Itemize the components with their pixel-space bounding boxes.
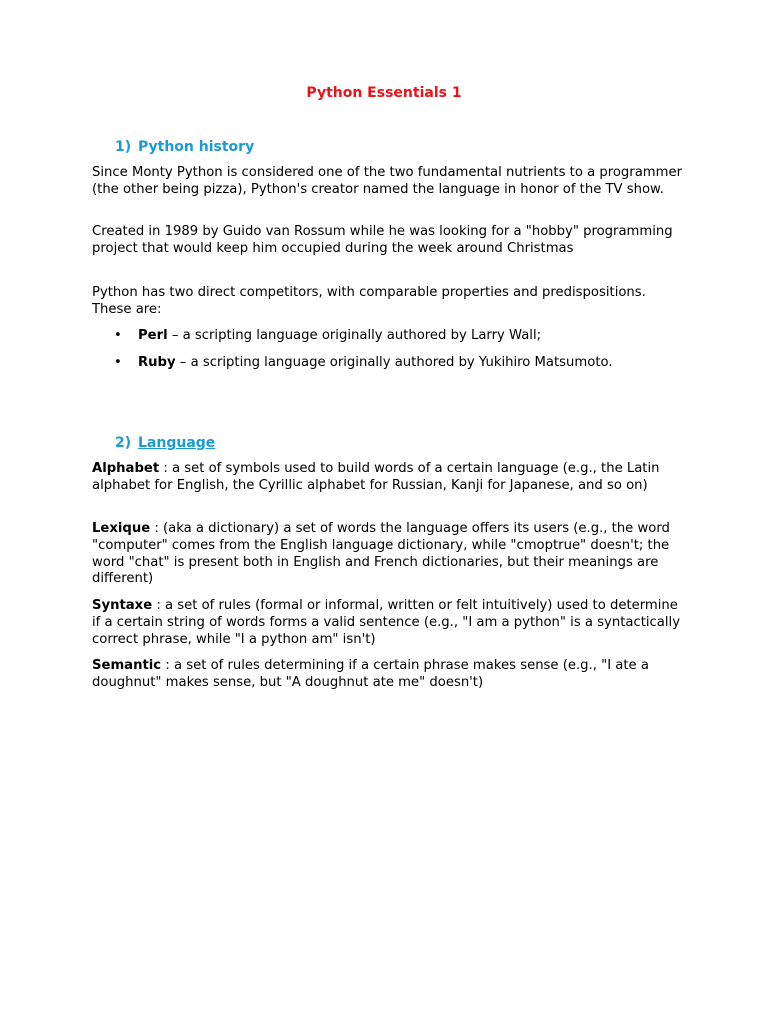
document-title: Python Essentials 1 — [306, 85, 462, 101]
definition-text: : a set of symbols used to build words of a certain language (e.g., the Latin alphabet for English, the Cyrillic alphabet for Russian, Kanji for Japanese, and so on) — [92, 461, 660, 493]
definition-semantic — [92, 658, 687, 692]
definition-term: Semantic — [92, 658, 162, 673]
section-number: 1) — [115, 139, 132, 155]
list-item-term: Perl — [138, 328, 168, 343]
definition-term: Alphabet — [92, 461, 160, 476]
definition-term: Lexique — [92, 521, 151, 536]
paragraph-monty-python: Since Monty Python is considered one of the two fundamental nutrients to a programmer (the other being pizza), Python's creator named the language in honor of the TV show. — [92, 165, 683, 197]
list-item-ruby — [92, 355, 692, 372]
definition-lexique — [92, 521, 687, 588]
bullet-icon: • — [114, 354, 122, 370]
definition-alphabet — [92, 461, 687, 495]
paragraph-created-1989: Created in 1989 by Guido van Rossum while he was looking for a "hobby" programming project that would keep him occupied during the week around Christmas — [92, 224, 673, 256]
bullet-icon: • — [114, 328, 122, 343]
section-title: Python history — [138, 139, 255, 155]
section-number: 2) — [115, 435, 132, 451]
list-item-text: – a scripting language originally authored by Yukihiro Matsumoto. — [175, 354, 613, 370]
list-item-text: – a scripting language originally authored by Larry Wall; — [167, 328, 542, 343]
section-title-link[interactable]: Language — [138, 435, 216, 451]
definition-term: Syntaxe — [92, 598, 153, 613]
list-item-perl — [92, 328, 692, 345]
list-item-term: Ruby — [138, 354, 176, 370]
competitors-list — [92, 328, 692, 382]
definition-syntaxe — [92, 598, 687, 648]
definition-text: : a set of rules (formal or informal, written or felt intuitively) used to determine if a certain string of words forms a valid sentence (e.g., "I am a python" is a syntactically correct phrase, while "I a python am" isn't) — [92, 598, 681, 647]
paragraph-competitors: Python has two direct competitors, with comparable properties and predispositions. These are: — [92, 285, 646, 317]
definition-text: : (aka a dictionary) a set of words the language offers its users (e.g., the word "computer" comes from the English language dictionary, while "cmoptrue" doesn't; the word "chat" is present both in English and French dictionaries, but their meanings are different) — [92, 521, 670, 587]
section-heading-python-history — [115, 138, 254, 156]
definition-text: : a set of rules determining if a certain phrase makes sense (e.g., "I ate a doughnut" makes sense, but "A doughnut ate me" doesn't) — [92, 658, 649, 690]
section-heading-language — [115, 434, 215, 452]
